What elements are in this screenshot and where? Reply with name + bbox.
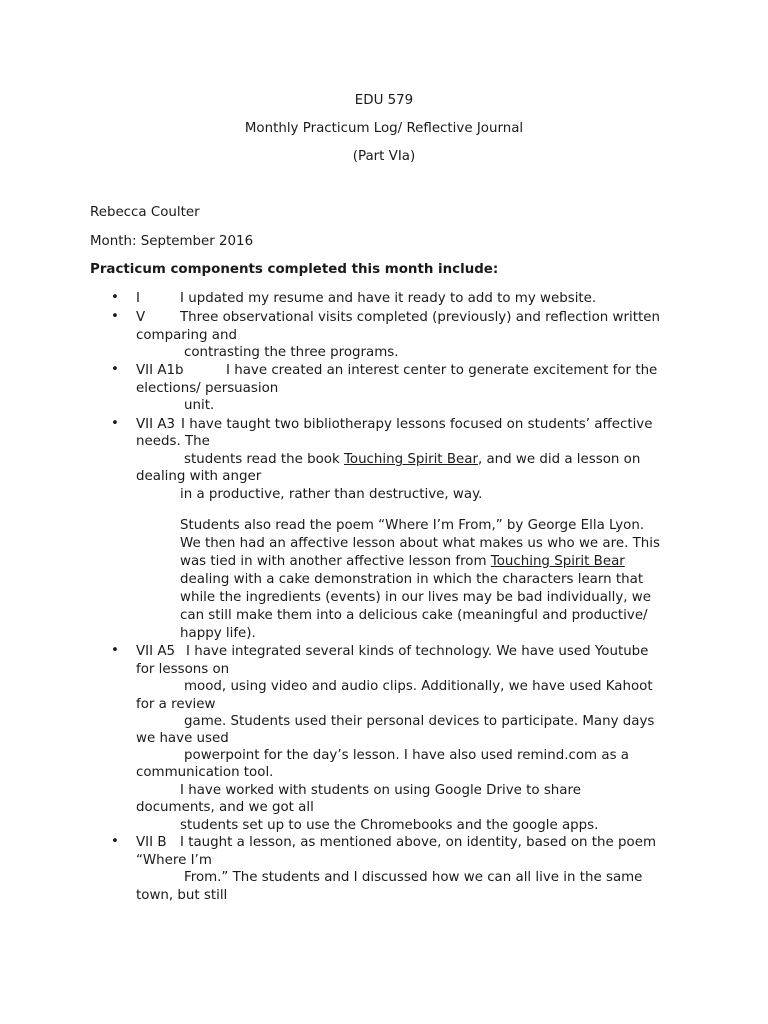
item-text: communication tool. — [136, 765, 274, 780]
item-text: dealing with anger — [136, 469, 262, 484]
item-code: VII B — [136, 835, 167, 850]
item-text: game. Students used their personal devices to participate. Many days — [184, 714, 655, 729]
bullet: • — [111, 834, 119, 849]
item-text: for lessons on — [136, 662, 230, 677]
item-text: powerpoint for the day’s lesson. I have also used remind.com as a — [184, 748, 630, 763]
item-text: I have worked with students on using Google Drive to share — [180, 783, 581, 798]
bullet: • — [111, 362, 119, 377]
item-text-line — [180, 553, 625, 570]
item-text: documents, and we got all — [136, 800, 314, 815]
item-text: while the ingredients (events) in our lives may be bad individually, we — [180, 590, 651, 605]
item-text: I have integrated several kinds of technology. We have used Youtube — [186, 644, 649, 659]
item-text: From.” The students and I discussed how we can all live in the same — [184, 870, 643, 885]
item-text: can still make them into a delicious cake (meaningful and productive/ — [180, 608, 648, 623]
bullet: • — [111, 309, 119, 324]
item-text: dealing with a cake demonstration in which the characters learn that — [180, 572, 644, 587]
item-text: in a productive, rather than destructive, way. — [180, 487, 483, 502]
item-text: students read the book — [184, 452, 344, 467]
book-title: Touching Spirit Bear — [343, 452, 478, 467]
item-text: Three observational visits completed (previously) and reflection written — [180, 310, 660, 325]
item-text: mood, using video and audio clips. Additionally, we have used Kahoot — [184, 679, 653, 694]
bullet: • — [111, 416, 119, 431]
item-text: I have taught two bibliotherapy lessons focused on students’ affective — [181, 417, 653, 432]
month-line: Month: September 2016 — [90, 234, 254, 249]
item-code: I — [136, 291, 140, 306]
section-heading: Practicum components completed this month include: — [90, 262, 499, 277]
item-text: I updated my resume and have it ready to add to my website. — [180, 291, 597, 306]
book-title: Touching Spirit Bear — [490, 554, 625, 569]
item-text: happy life). — [180, 626, 256, 641]
document-title: Monthly Practicum Log/ Reflective Journal — [244, 121, 524, 136]
item-text: I have created an interest center to generate excitement for the — [226, 363, 658, 378]
item-text: unit. — [184, 398, 215, 413]
document-part: (Part VIa) — [352, 149, 416, 164]
item-text: town, but still — [136, 888, 228, 903]
item-code: VII A3 — [136, 417, 175, 432]
item-text: elections/ persuasion — [136, 381, 279, 396]
item-text: comparing and — [136, 328, 237, 343]
item-text: I taught a lesson, as mentioned above, on identity, based on the poem — [180, 835, 656, 850]
item-text: for a review — [136, 697, 216, 712]
author-name: Rebecca Coulter — [90, 205, 200, 220]
item-code: VII A1b — [136, 363, 184, 378]
item-text: students set up to use the Chromebooks and the google apps. — [180, 818, 599, 833]
item-code: V — [136, 310, 146, 325]
item-text-line — [184, 451, 640, 468]
bullet: • — [111, 643, 119, 658]
item-code: VII A5 — [136, 644, 175, 659]
item-text: contrasting the three programs. — [184, 345, 399, 360]
bullet: • — [111, 290, 119, 305]
item-text: needs. The — [136, 434, 210, 449]
item-text: “Where I’m — [136, 853, 212, 868]
item-text: Students also read the poem “Where I’m From,” by George Ella Lyon. — [180, 518, 645, 533]
item-text: We then had an affective lesson about what makes us who we are. This — [180, 536, 660, 551]
course-code: EDU 579 — [354, 93, 414, 108]
item-text: we have used — [136, 731, 229, 746]
item-text: was tied in with another affective lesson from — [180, 554, 491, 569]
item-text: , and we did a lesson on — [477, 452, 641, 467]
